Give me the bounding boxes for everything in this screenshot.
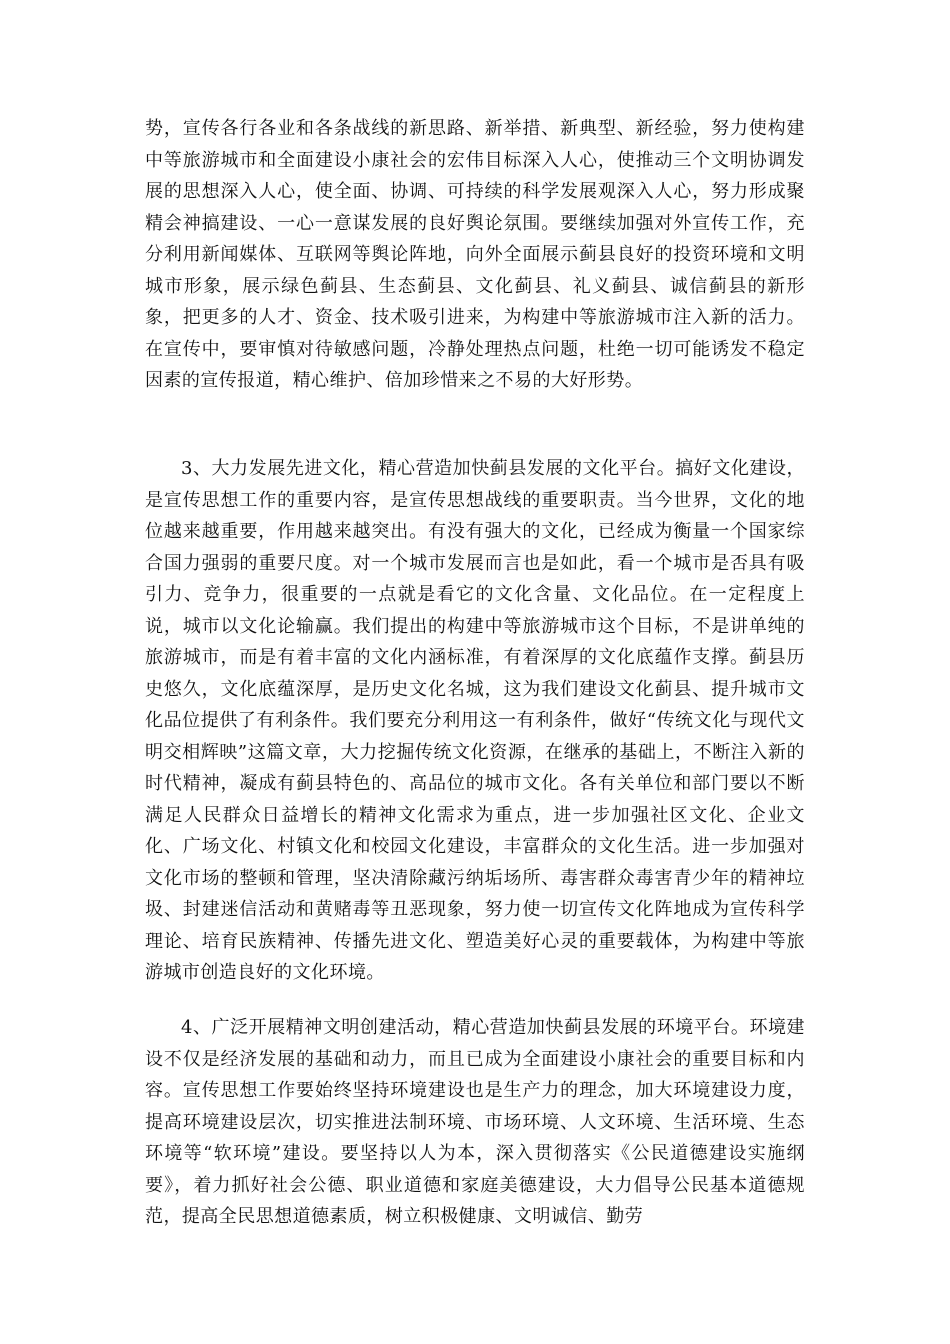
paragraph-text: 3、大力发展先进文化，精心营造加快蓟县发展的文化平台。搞好文化建设，是宣传思想工作的重要内容，是宣传思想战线的重要职责。当今世界，文化的地位越来越重要，作用越来越突出。有没有强大的文化，已经成为衡量一个国家综合国力强弱的重要尺度。对一个城市发展而言也是如此，看一个城市是否具有吸引力、竞争力，很重要的一点就是看它的文化含量、文化品位。在一定程度上说，城市以文化论输赢。我们提出的构建中等旅游城市这个目标，不是讲单纯的旅游城市，而是有着丰富的文化内涵标准，有着深厚的文化底蕴作支撑。蓟县历史悠久，文化底蕴深厚，是历史文化名城，这为我们建设文化蓟县、提升城市文化品位提供了有利条件。我们要充分利用这一有利条件，做好“传统文化与现代文明交相辉映”这篇文章，大力挖掘传统文化资源，在继承的基础上，不断注入新的时代精神，凝成有蓟县特色的、高品位的城市文化。各有关单位和部门要以不断满足人民群众日益增长的精神文化需求为重点，进一步加强社区文化、企业文化、广场文化、村镇文化和校园文化建设，丰富群众的文化生活。进一步加强对文化市场的整顿和管理，坚决清除藏污纳垢场所、毒害群众毒害青少年的精神垃圾、封建迷信活动和黄赌毒等丑恶现象，努力使一切宣传文化阵地成为宣传科学理论、培育民族精神、传播先进文化、塑造美好心灵的重要载体，为构建中等旅游城市创造良好的文化环境。 <box>145 458 805 983</box>
paragraph-advanced-culture <box>145 453 805 989</box>
paragraph-text: 势，宣传各行各业和各条战线的新思路、新举措、新典型、新经验，努力使构建中等旅游城市和全面建设小康社会的宏伟目标深入人心，使推动三个文明协调发展的思想深入人心，使全面、协调、可持续的科学发展观深入人心，努力形成聚精会神搞建设、一心一意谋发展的良好舆论氛围。要继续加强对外宣传工作，充分利用新闻媒体、互联网等舆论阵地，向外全面展示蓟县良好的投资环境和文明城市形象，展示绿色蓟县、生态蓟县、文化蓟县、礼义蓟县、诚信蓟县的新形象，把更多的人才、资金、技术吸引进来，为构建中等旅游城市注入新的活力。在宣传中，要审慎对待敏感问题，冷静处理热点问题，杜绝一切可能诱发不稳定因素的宣传报道，精心维护、倍加珍惜来之不易的大好形势。 <box>145 118 805 391</box>
paragraph-text: 4、广泛开展精神文明创建活动，精心营造加快蓟县发展的环境平台。环境建设不仅是经济发展的基础和动力，而且已成为全面建设小康社会的重要目标和内容。宣传思想工作要始终坚持环境建设也是生产力的理念，加大环境建设力度，提高环境建设层次，切实推进法制环境、市场环境、人文环境、生活环境、生态环境等“软环境”建设。要坚持以人为本，深入贯彻落实《公民道德建设实施纲要》，着力抓好社会公德、职业道德和家庭美德建设，大力倡导公民基本道德规范，提高全民思想道德素质，树立积极健康、文明诚信、勤劳 <box>145 1017 805 1227</box>
paragraph-civilization-activities <box>145 1012 805 1233</box>
paragraph-continuation <box>145 113 805 397</box>
